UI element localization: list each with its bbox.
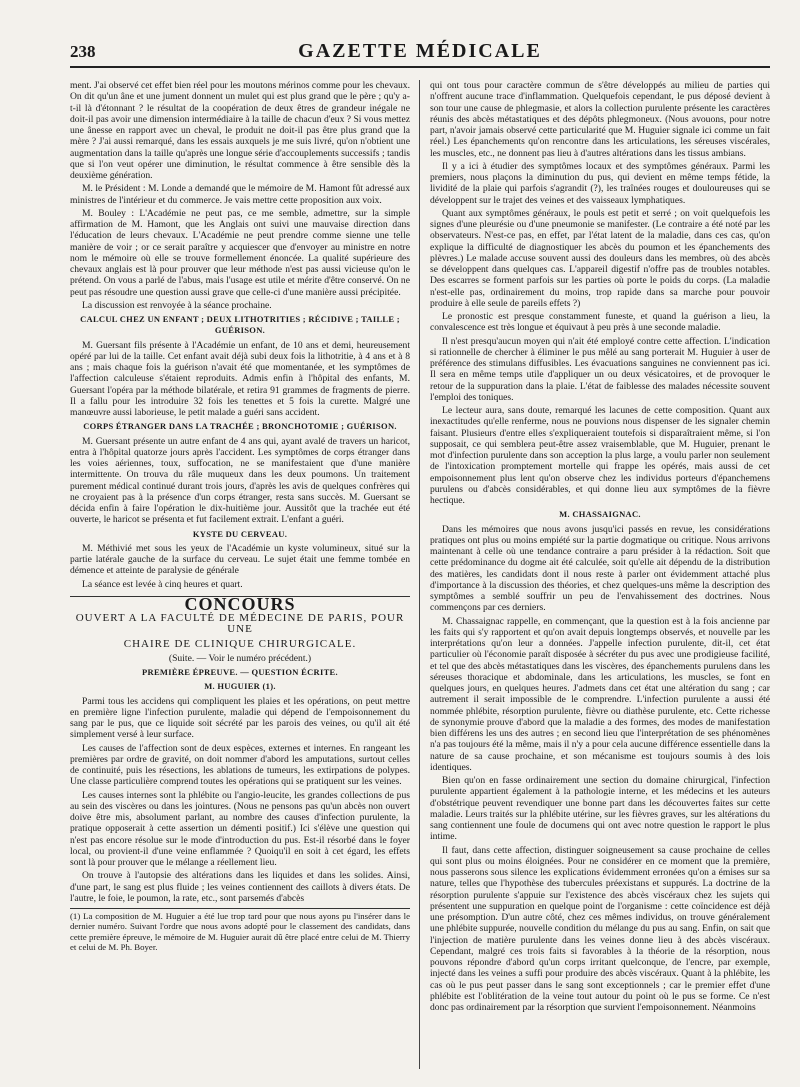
paragraph: Il y a ici à étudier des symptômes locaux et des symptômes généraux. Parmi les premiers, nous plaçons la diminution du pus, qui devient en même temps fétide, la lividité de la plaie qui parfois s'agrandit (?), les traînées rouges et douloureuses qui se développent sur le trajet des veines et des vaisseaux lymphatiques. [430,160,770,206]
left-column [70,80,410,1069]
column-rule [419,80,420,1069]
paragraph: M. Guersant fils présente à l'Académie un enfant, de 10 ans et demi, heureusement opéré par lui de la taille. Cet enfant avait déjà subi deux fois la lithotritie, à 4 ans et à 8 ans ; mais chaque fois la guérison n'avait été que momentanée, et les symptômes de l'affection calculeuse s'étaient reproduits. Admis enfin à l'hôpital des enfants, M. Guersant l'opéra par la méthode bilatérale, et retira 91 grammes de fragments de pierre. Il a fallu pour les introduire 32 fois les tenettes et 5 fois la curette. Malgré une manœuvre aussi laborieuse, le petit malade a guéri sans accident. [70,339,410,418]
concours-heading: CONCOURS [184,593,296,614]
paragraph: ment. J'ai observé cet effet bien réel pour les moutons mérinos comme pour les chevaux. On dit qu'un âne et une jument donnent un mulet qui est plus grand que le père ; qu'y a-t-il là d'étonnant ? le résultat de la coopération de deux êtres de grandeur inégale ne doit-il pas avoir une dimension intermédiaire à la taille de chacun d'eux ? Si vous mettez une ânesse en rapport avec un cheval, le produit ne doit-il pas être plus grand que la mère ? J'ai aussi remarqué, dans les essais auxquels je me suis livré, qu'on n'obtient une augmentation dans la taille qu'après une longue série d'accouplements successifs ; tandis que si l'on veut opérer une diminution, le résultat commence à être sensible dès la deuxième génération. [70,80,410,181]
section-heading: PREMIÈRE ÉPREUVE. — QUESTION ÉCRITE. [142,667,338,677]
paragraph: Bien qu'on en fasse ordinairement une section du domaine chirurgical, l'infection purulente appartient également à la pathologie interne, et les médecins et les auteurs d'obstétrique peuvent revendiquer une bonne part dans les découvertes faites sur cette maladie. Leurs traités sur la phlébite utérine, sur les fièvres graves, sur les altérations du sang contiennent une foule de documens qui ont avec notre question le rapport le plus intime. [430,775,770,843]
paragraph: M. Guersant présente un autre enfant de 4 ans qui, ayant avalé de travers un haricot, entra à l'hôpital quatorze jours après l'accident. Les symptômes de corps étranger dans les voies aériennes, toux, suffocation, ne se manifestaient que d'une manière intermittente. On trouva du râle muqueux dans les deux poumons. Un traitement purement médical continué durant trois jours, d'après les avis de quelques confrères qui ne croyaient pas à la présence d'un corps étranger, resta sans succès. M. Guersant se décida enfin à faire l'opération le dix-huitième jour. Aussitôt que la trachée eut été ouverte, le haricot se présenta et fut facilement extrait. L'enfant a guéri. [70,435,410,526]
page-number: 238 [70,42,96,61]
section-heading: KYSTE DU CERVEAU. [192,528,288,539]
author-heading: M. HUGUIER (1). [204,681,276,692]
masthead-title: GAZETTE MÉDICALE [298,40,542,62]
paragraph: Il n'est presqu'aucun moyen qui n'ait été employé contre cette affection. L'indication si rationnelle de chercher à éliminer le pus mêlé au sang porterait M. Huguier à user de préférence des stimulans diffusibles. Les évacuations sanguines ne conviennent pas ici. Il sera en même temps utile d'appliquer un ou deux vésicatoires, et de provoquer le retour de la suppuration dans la plaie. L'état de faiblesse des malades nécessite souvent l'emploi des toniques. [430,335,770,403]
paragraph: M. le Président : M. Londe a demandé que le mémoire de M. Hamont fût adressé aux ministres de l'intérieur et du commerce. Je vais mettre cette proposition aux voix. [70,183,410,206]
author-heading: M. CHASSAIGNAC. [559,509,641,520]
paragraph: On trouve à l'autopsie des altérations dans les liquides et dans les solides. Ainsi, d'une part, le sang est plus fluide ; les veines contiennent des caillots à divers états. De l'autre, le foie, le poumon, la rate, etc., sont parsemés d'abcès [70,870,410,904]
paragraph: Quant aux symptômes généraux, le pouls est petit et serré ; on voit quelquefois les signes d'une pleurésie ou d'une pneumonie se manifester. (Le contraire a été noté par les observateurs. N'est-ce pas, en effet, par l'état latent de la maladie, dans ces cas, qu'on explique la difficulté de diagnostiquer les abcès du poumon et les épanchements des plèvres.) Le malade accuse souvent aussi des douleurs dans les membres, où des abcès se développent dans quelques cas. L'appareil digestif n'offre pas de troubles notables. Des escarres se forment parfois sur les parties où porte le poids du corps. (La maladie n'est-elle pas, ordinairement du moins, trop rapide dans sa marche pour pouvoir produire à elle seule de pareils effets ?) [430,207,770,309]
section-heading: CORPS ÉTRANGER DANS LA TRACHÉE ; BRONCHOTOMIE ; GUÉRISON. [83,421,397,432]
paragraph: La discussion est renvoyée à la séance prochaine. [82,299,272,311]
paragraph: Les causes internes sont la phlébite ou l'angio-leucite, les grandes collections de pus au sein des viscères ou dans les jointures. (Nous ne pensons pas qu'un abcès non ouvert doive être mis, absolument parlant, au nombre des causes d'infection purulente, la pratique opposerait à cette assertion un démenti positif.) Ici s'élève une question qui n'est pas encore résolue sur le mode d'introduction du pus. Est-il résorbé dans le foyer local, ou provient-il d'une veine enflammée ? Quoiqu'il en soit à cet égard, les effets sont là pour prouver que le mélange a réellement lieu. [70,789,410,868]
paragraph: La séance est levée à cinq heures et quart. [82,578,243,590]
concours-subtitle: OUVERT A LA FACULTÉ DE MÉDECINE DE PARIS, POUR UNE [75,612,405,636]
paragraph: M. Chassaignac rappelle, en commençant, que la question est à la fois ancienne par les faits qui s'y rapportent et qu'on avait depuis longtemps observés, et nouvelle par les interprétations qu'on leur a données. J'appelle infection purulente, dit-il, cet état particulier où l'économie paraît disposée à sécréter du pus avec une prodigieuse facilité, et tel que des abcès métastatiques dans les viscères, des épanchements purulens dans les séreuses thoracique et abdominale, dans les articulations, les muscles, se font en quelques jours, en quelques heures. J'admets dans cet état une altération du sang ; car autrement il serait impossible de le comprendre. L'infection purulente a aussi été nommée phlébite, résorption purulente, fièvre ou diathèse purulente, etc. Cette richesse de synonymie prouve d'abord que la maladie a des formes, des modes de manifestation bien différens les uns des autres ; en second lieu que l'interprétation de ses phénomènes n'a pas toujours été la même, mais il n'y a pour cela aucune différence essentielle dans la nature de sa cause prochaine, et son mécanisme est toujours soumis à des lois identiques. [430,615,770,773]
right-column [430,80,770,1069]
paragraph: M. Méthivié met sous les yeux de l'Académie un kyste volumineux, situé sur la partie latérale gauche de la surface du cerveau. Le sujet était une femme tombée en démence et atteinte de paralysie de générale [70,542,410,577]
section-heading: CALCUL CHEZ UN ENFANT ; DEUX LITHOTRITIES ; RÉCIDIVE ; TAILLE ; GUÉRISON. [80,314,400,336]
paragraph: Le lecteur aura, sans doute, remarqué les lacunes de cette composition. Quant aux inexactitudes qu'elle renferme, nous ne pouvions nous dispenser de les signaler chemin faisant. Plusieurs d'entre elles s'expliqueraient toutefois si disparaîtraient même, si l'on supposait, ce qui semblera peut-être assez vraisemblable, que M. Huguier, prenant le mot d'infection purulente dans son acception la plus large, a voulu parler non seulement de l'intoxication promptement mortelle qui frappe les opérés, mais aussi de cet empoisonnement plus lent qu'on observe chez les individus porteurs d'épanchemens purulens ou d'abcès considérables, et qui donne lieu aux symptômes de la fièvre hectique. [430,405,770,506]
text-columns [70,80,770,1069]
paragraph: Le pronostic est presque constamment funeste, et quand la guérison a lieu, la convalescence est très longue et équivaut à peu près à une seconde maladie. [430,311,770,334]
footnote: (1) La composition de M. Huguier a été lue trop tard pour que nous ayons pu l'insérer dans le dernier numéro. Suivant l'ordre que nous avons adopté pour le classement des candidats, dans cette première épreuve, le mémoire de M. Huguier aurait dû être placé entre celui de M. Thierry et celui de M. Ph. Boyer. [70,908,410,953]
paragraph: qui ont tous pour caractère commun de s'être développés au milieu de parties qui n'offrent aucune trace d'inflammation. Quelquefois cependant, le pus déposé devient à son tour une cause de phlegmasie, et alors la collection purulente présente les caractères réunis des abcès métastatiques et des dépôts phlegmoneux. (Nous avouons, pour notre part, n'avoir jamais observé cette particularité que M. Huguier signale ici comme un fait réel.) Les épanchements qu'on rencontre dans les articulations, les séreuses viscérales, les muscles, etc., ne donnent pas lieu à d'autres altérations dans les tissus ambians. [430,80,770,159]
page-header [70,40,770,68]
paragraph: Parmi tous les accidens qui compliquent les plaies et les opérations, on peut mettre en première ligne l'infection purulente, maladie qui dépend de l'empoisonnement du sang par le pus, que ce liquide soit sécrété par les parois des veines, ou qu'il ait été simplement versé à leur surface. [70,695,410,741]
paragraph: Il faut, dans cette affection, distinguer soigneusement sa cause prochaine de celles qui sont plus ou moins éloignées. Pour ne considérer en ce moment que la première, nous passerons sous silence les explications évidemment erronées qu'on a émises sur sa nature, telles que l'hypothèse des tubercules préexistans et suppurés. La doctrine de la résorption purulente s'appuie sur l'existence des abcès viscéraux chez les sujets qui présentent une suppuration en quelque point de l'organisme : cette coïncidence est déjà une présomption. D'un autre côté, chez ces mêmes individus, on trouve généralement une phlébite suppurée, nouvelle condition du mélange du pus au sang. Enfin, on sait que l'injection de matière purulente dans les veines donne lieu à des abcès viscéraux. Cependant, malgré ces trois faits si favorables à la théorie de la résorption, nous pouvons répondre d'abord qu'un corps irritant quelconque, de l'encre, par exemple, injecté dans les veines a suffi pour produire des abcès viscéraux. Quant à la phlébite, les cas où le pus peut passer dans le sang sont exceptionnels ; car le premier effet d'une phlébite est l'oblitération de la veine tout autour du point où le pus se forme. Ce n'est donc pas ordinairement par la résorption que survient l'empoisonnement. Néanmoins [430,844,770,1013]
concours-subtitle: CHAIRE DE CLINIQUE CHIRURGICALE. [123,637,357,650]
paragraph: Les causes de l'affection sont de deux espèces, externes et internes. En rangeant les premières par ordre de gravité, on doit nommer d'abord les amputations, surtout celles de continuité, puis les résections, les ablations de tumeurs, les extirpations de polypes. Une classe particulière comprend toutes les opérations qui se pratiquent sur les veines. [70,742,410,788]
suite-note: (Suite. — Voir le numéro précédent.) [168,652,312,664]
paragraph: Dans les mémoires que nous avons jusqu'ici passés en revue, les considérations pratiques ont plus ou moins empiété sur la partie dogmatique ou critique. Nous arrivons maintenant à celle où une tendance contraire a paru présider à la rédaction. Soit que cette prédominance du dogme ait été calculée, soit qu'elle ait dépendu de la distribution des matières, les candidats dont il nous reste à parler ont évidemment attaché plus d'importance à la discussion des théories, et chez quelques-uns même la description des symptômes a semblé souffrir un peu de l'envahissement des doctrines. Nous commençons par ces derniers. [430,523,770,614]
paragraph: M. Bouley : L'Académie ne peut pas, ce me semble, admettre, sur la simple affirmation de M. Hamont, que les Anglais ont suivi une mauvaise direction dans l'éducation de leurs chevaux. L'Académie ne peut prendre comme sienne une telle manière de voir ; or ce serait paraître y acquiescer que d'envoyer au ministre en notre nom le mémoire où elle se trouve formellement énoncée. La qualité supérieure des chevaux anglais est là pour prouver que leur méthode n'est pas aussi vicieuse qu'on le prétend. On vous a parlé de l'abus, mais l'usage est utile et mérite d'être conservé. On ne peut pas résoudre une question aussi grave que celle-ci d'une manière aussi précipitée. [70,207,410,298]
